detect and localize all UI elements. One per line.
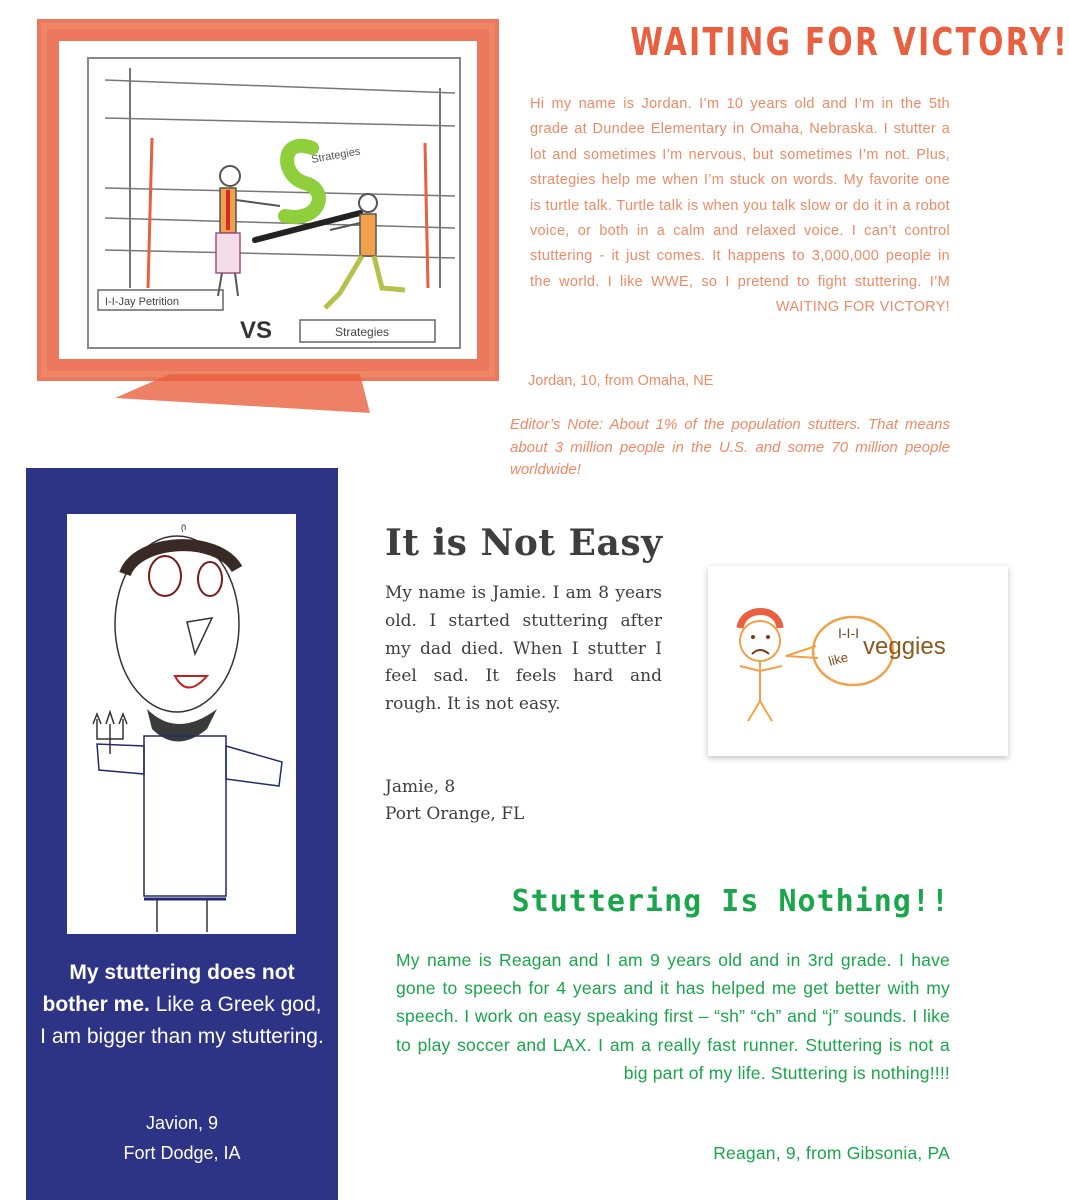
jordan-story-title: WAITING FOR VICTORY! xyxy=(630,20,1069,64)
tv-wrestling-drawing xyxy=(30,18,500,418)
reagan-story-body: My name is Reagan and I am 9 years old and in 3rd grade. I have gone to speech for 4 years and it has helped me get better with my speech. I work on easy speaking first – “sh” “ch” and “j” sounds. I like to play soccer and LAX. I am a really fast runner. Stuttering is not a big part of my life. Stuttering is nothing!!!! xyxy=(396,950,950,1083)
drawing-label-left-name: I-I-Jay Petrition xyxy=(105,296,179,308)
jamie-name: Jamie, 8 xyxy=(385,777,456,797)
veggies-text-like: like xyxy=(826,649,850,669)
javion-quote-rest: Like a Greek god, I am bigger than my stuttering. xyxy=(40,993,324,1048)
jamie-story-title: It is Not Easy xyxy=(385,522,663,564)
veggies-text-stutter: I-I-I xyxy=(838,625,859,641)
greek-god-drawing xyxy=(67,514,296,934)
jamie-place: Port Orange, FL xyxy=(385,804,525,824)
editors-note: Editor’s Note: About 1% of the population stutters. That means about 3 million people in the U.S. and some 70 million people worldwide! xyxy=(510,416,950,478)
javion-place: Fort Dodge, IA xyxy=(123,1143,241,1163)
veggies-text-veggies: veggies xyxy=(863,633,946,660)
jamie-story-body: My name is Jamie. I am 8 years old. I started stuttering after my dad died. When I stutter I feel sad. It feels hard and rough. It is not easy. xyxy=(385,583,662,715)
javion-quote xyxy=(40,957,324,1053)
drawing-label-right-name: Strategies xyxy=(335,325,390,339)
reagan-signature: Reagan, 9, from Gibsonia, PA xyxy=(713,1143,950,1163)
javion-name: Javion, 9 xyxy=(145,1113,219,1133)
drawing-label-strategies-top: Strategies xyxy=(310,145,362,166)
jordan-signature: Jordan, 10, from Omaha, NE xyxy=(528,373,714,389)
drawing-label-vs: VS xyxy=(240,317,273,344)
veggies-drawing xyxy=(708,566,1008,756)
jordan-story-body: Hi my name is Jordan. I’m 10 years old and I’m in the 5th grade at Dundee Elementary in Omaha, Nebraska. I stutter a lot and sometimes I’m nervous, but sometimes I’m not. Plus, strategies help me when I’m stuck on words. My favorite one is turtle talk. Turtle talk is when you talk slow or do it in a robot voice, or both in a calm and relaxed voice. I can’t control stuttering - it just comes. It happens to 3,000,000 people in the world. I like WWE, so I pretend to fight stuttering. I’M WAITING FOR VICTORY! xyxy=(530,96,950,316)
javion-quote-bold: My stuttering does not bother me. xyxy=(42,961,295,1016)
reagan-story-title: Stuttering Is Nothing!! xyxy=(511,884,950,919)
